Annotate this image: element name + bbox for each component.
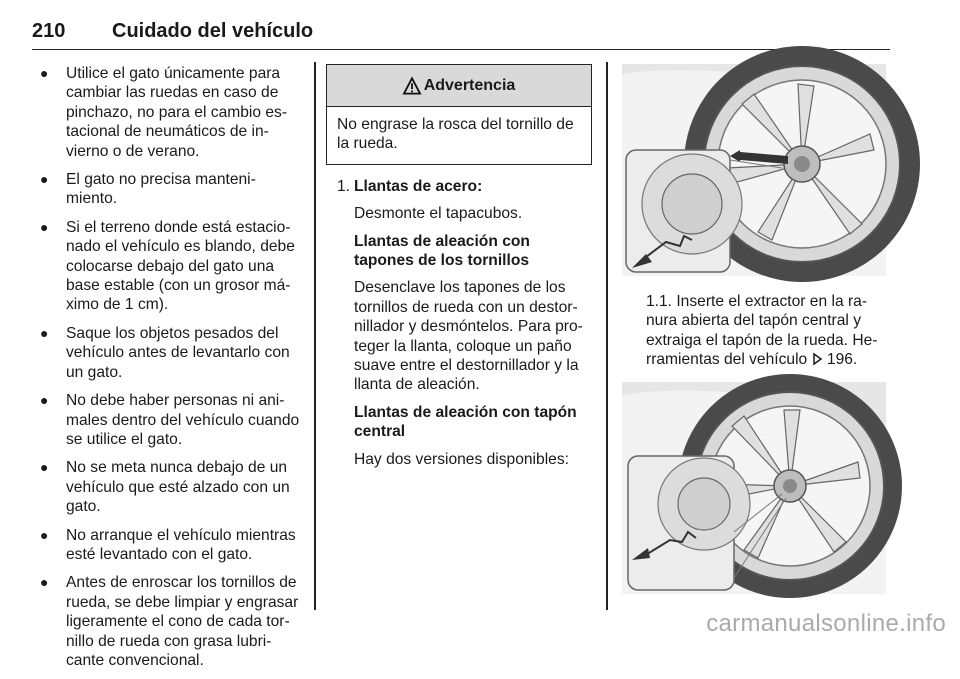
wheel-illustration-svg-2	[622, 382, 886, 594]
site-watermark: carmanualsonline.info	[706, 610, 946, 637]
step-number: 1.	[337, 177, 351, 195]
bullet-text: Antes de enroscar los tornillos de rueda, se debe limpiar y engrasar ligeramente el cono de cada tor-nillo de rueda con grasa lubri-cante convencional.	[66, 574, 299, 669]
bullet-text: No se meta nunca debajo de un vehículo que esté alzado con un gato.	[66, 459, 290, 516]
bullet-item	[32, 573, 302, 670]
alloy-center-text: Hay dos versiones disponibles:	[354, 450, 569, 468]
column-divider-2	[606, 62, 608, 610]
bullet-dot-icon: ●	[40, 526, 49, 543]
page-reference-icon	[812, 353, 823, 365]
bullet-dot-icon: ●	[40, 65, 49, 81]
bullet-text: Utilice el gato únicamente para cambiar las ruedas en caso de pinchazo, no para el cambio es-tacional de neumáticos de in-vierno o de verano.	[66, 65, 288, 160]
warning-box	[326, 64, 592, 165]
caption-text: 1.1. Inserte el extractor en la ra-nura abierta del tapón central y extraiga el tapón de la rueda. He-rramientas del vehículo	[646, 293, 878, 369]
bullet-item	[32, 170, 302, 209]
page-header	[32, 14, 890, 50]
steel-wheels-heading: Llantas de acero:	[354, 177, 483, 195]
steel-wheels-text: Desmonte el tapacubos.	[354, 205, 523, 223]
safety-bullet-list	[32, 64, 302, 670]
caption-page-ref: 196.	[826, 351, 858, 369]
bullet-dot-icon: ●	[40, 574, 49, 591]
bullet-text: No debe haber personas ni ani-males dentro del vehículo cuando se utilice el gato.	[66, 392, 300, 448]
bullet-dot-icon: ●	[40, 392, 49, 409]
bullet-dot-icon: ●	[40, 171, 49, 188]
bullet-dot-icon: ●	[40, 218, 49, 235]
bullet-dot-icon: ●	[40, 459, 49, 476]
bullet-dot-icon: ●	[40, 324, 49, 341]
bullet-item	[32, 324, 302, 382]
column-1	[32, 64, 302, 679]
wheel-cap-removal-illustration-2	[622, 382, 886, 594]
column-divider-1	[314, 62, 316, 610]
alloy-caps-text: Desenclave los tapones de los tornillos de rueda con un destor-nillador y desmóntelos. Para pro-teger la llanta, coloque un paño suave entre el destornillador y la llanta de aleación.	[354, 279, 583, 394]
bullet-text: El gato no precisa manteni-miento.	[66, 171, 256, 208]
section-title: Cuidado del vehículo	[112, 20, 314, 42]
procedure-steps	[326, 177, 594, 469]
wheel-cap-removal-illustration-1	[622, 64, 886, 276]
bullet-item	[32, 458, 302, 516]
warning-text: No engrase la rosca del tornillo de la rueda.	[337, 116, 574, 153]
step-1	[326, 177, 594, 469]
bullet-item	[32, 526, 302, 565]
bullet-text: Saque los objetos pesados del vehículo antes de levantarlo con un gato.	[66, 324, 290, 381]
bullet-item	[32, 391, 302, 449]
bullet-item	[32, 64, 302, 161]
column-2	[326, 64, 594, 477]
alloy-caps-heading: Llantas de aleación con tapones de los tornillos	[354, 232, 530, 270]
page-number: 210	[32, 20, 66, 42]
bullet-text: Si el terreno donde está estacio-nado el vehículo es blando, debe colocarse debajo del gato una base estable (con un grosor má-ximo de 1 cm).	[66, 218, 295, 314]
warning-triangle-icon	[403, 77, 421, 95]
alloy-center-heading: Llantas de aleación con tapón central	[354, 403, 577, 441]
bullet-text: No arranque el vehículo mientras esté levantado con el gato.	[66, 526, 296, 563]
bullet-item	[32, 218, 302, 315]
column-3	[622, 64, 886, 594]
warning-title: Advertencia	[423, 76, 516, 94]
figure-caption	[622, 276, 886, 370]
wheel-illustration-svg	[622, 64, 886, 276]
warning-header	[327, 65, 591, 107]
